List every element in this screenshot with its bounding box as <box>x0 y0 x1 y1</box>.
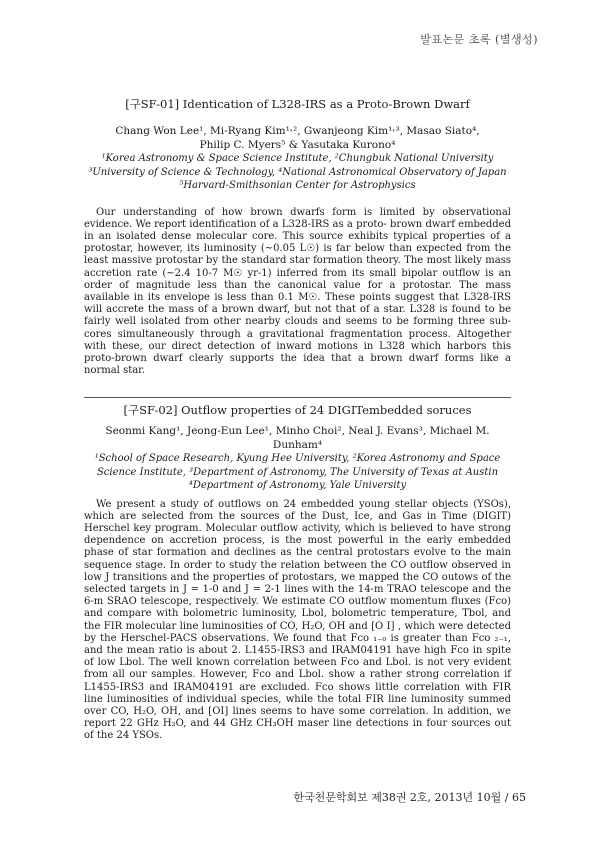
abstract-title: [구SF-02] Outflow properties of 24 DIGITembedded soruces <box>123 403 472 417</box>
abstract-body: We present a study of outflows on 24 embedded young stellar objects (YSOs), which are selected from the sources of the Dust, Ice, and Gas in Time (DIGIT) Herschel key program. Molecular outflow activity, which is believed to have strong dependence on accretion process, is the most powerful in the early embedded phase of star formation and declines as the central protostars evolve to the main sequence stage. In order to study the relation between the CO outflow observed in low J transitions and the properties of protostars, we mapped the CO outows of the selected targets in J = 1-0 and J = 2-1 lines with the 14-m TRAO telescope and the 6-m SRAO telescope, respectively. We estimate CO outflow momentum fluxes (Fco) and compare with bolometric luminosity, Lbol, bolometric temperature, Tbol, and the FIR molecular line luminosities of CO, H₂O, OH and [O I] , which were detected by the Herschel-PACS observations. We found that Fco ₁₋₀ is greater than Fco ₂₋₁, and the mean ratio is about 2. L1455-IRS3 and IRAM04191 have high Fco in spite of low Lbol. The well known correlation between Fco and Lbol. is not very evident from all our samples. However, Fco and Lbol. show a rather strong correlation if L1455-IRS3 and IRAM04191 are excluded. Fco shows little correlation with FIR line luminosities of individual species, while the total FIR line luminosity summed over CO, H₂O, OH, and [OI] lines seems to have some correlation. In addition, we report 22 GHz H₂O, and 44 GHz CH₃OH maser line detections in four sources out of the 24 YSOs. <box>84 498 511 742</box>
author-list: Seonmi Kang¹, Jeong-Eun Lee¹, Minho Choi², Neal J. Evans³, Michael M. Dunham⁴ <box>105 425 490 451</box>
affiliation: ¹Korea Astronomy & Space Science Institute, ²Chungbuk National University <box>101 153 494 164</box>
running-header: 발표논문 초록 (별생성) <box>420 33 538 46</box>
abstract-sf02 <box>84 402 511 743</box>
affiliation: Science Institute, ³Department of Astronomy, The University of Texas at Austin <box>96 466 499 478</box>
page-footer: 한국천문학회보 제38권 2호, 2013년 10월 / 65 <box>293 791 526 804</box>
affiliation: ⁴Department of Astronomy, Yale University <box>188 480 407 491</box>
author-list: Chang Won Lee¹, Mi-Ryang Kim¹˒², Gwanjeong Kim¹˒³, Masao Siato⁴, <box>115 125 480 137</box>
abstract-body: Our understanding of how brown dwarfs form is limited by observational evidence. We report identification of a L328-IRS as a proto- brown dwarf embedded in an isolated dense molecular core. This source exhibits typical properties of a protostar, however, its luminosity (~0.05 L☉) is far below than expected from the least massive protostar by the standard star formation theory. The most likely mass accretion rate (~2.4 10-7 M☉ yr-1) inferred from its small bipolar outflow is an order of magnitude less than the canonical value for a protostar. The mass available in its envelope is less than 0.1 M☉. These points suggest that L328-IRS will accrete the mass of a brown dwarf, but not that of a star. L328 is found to be fairly well isolated from other nearby clouds and seems to be forming three sub-cores simultaneously through a gravitational fragmentation process. Altogether with these, our direct detection of inward motions in L328 which harbors this proto-brown dwarf clearly supports the idea that a brown dwarf forms like a normal star. <box>84 206 511 377</box>
author-list-continued: Philip C. Myers⁵ & Yasutaka Kurono⁴ <box>199 139 396 151</box>
page-header <box>0 0 600 48</box>
abstract-title: [구SF-01] Identication of L328-IRS as a Proto-Brown Dwarf <box>125 97 470 111</box>
affiliation: ⁵Harvard-Smithsonian Center for Astrophysics <box>179 180 416 191</box>
abstract-divider <box>84 397 511 398</box>
affiliation: ¹School of Space Research, Kyung Hee University, ²Korea Astronomy and Space <box>94 453 501 464</box>
affiliation: ³University of Science & Technology, ⁴National Astronomical Observatory of Japan <box>88 166 507 178</box>
abstract-sf01 <box>84 96 511 377</box>
